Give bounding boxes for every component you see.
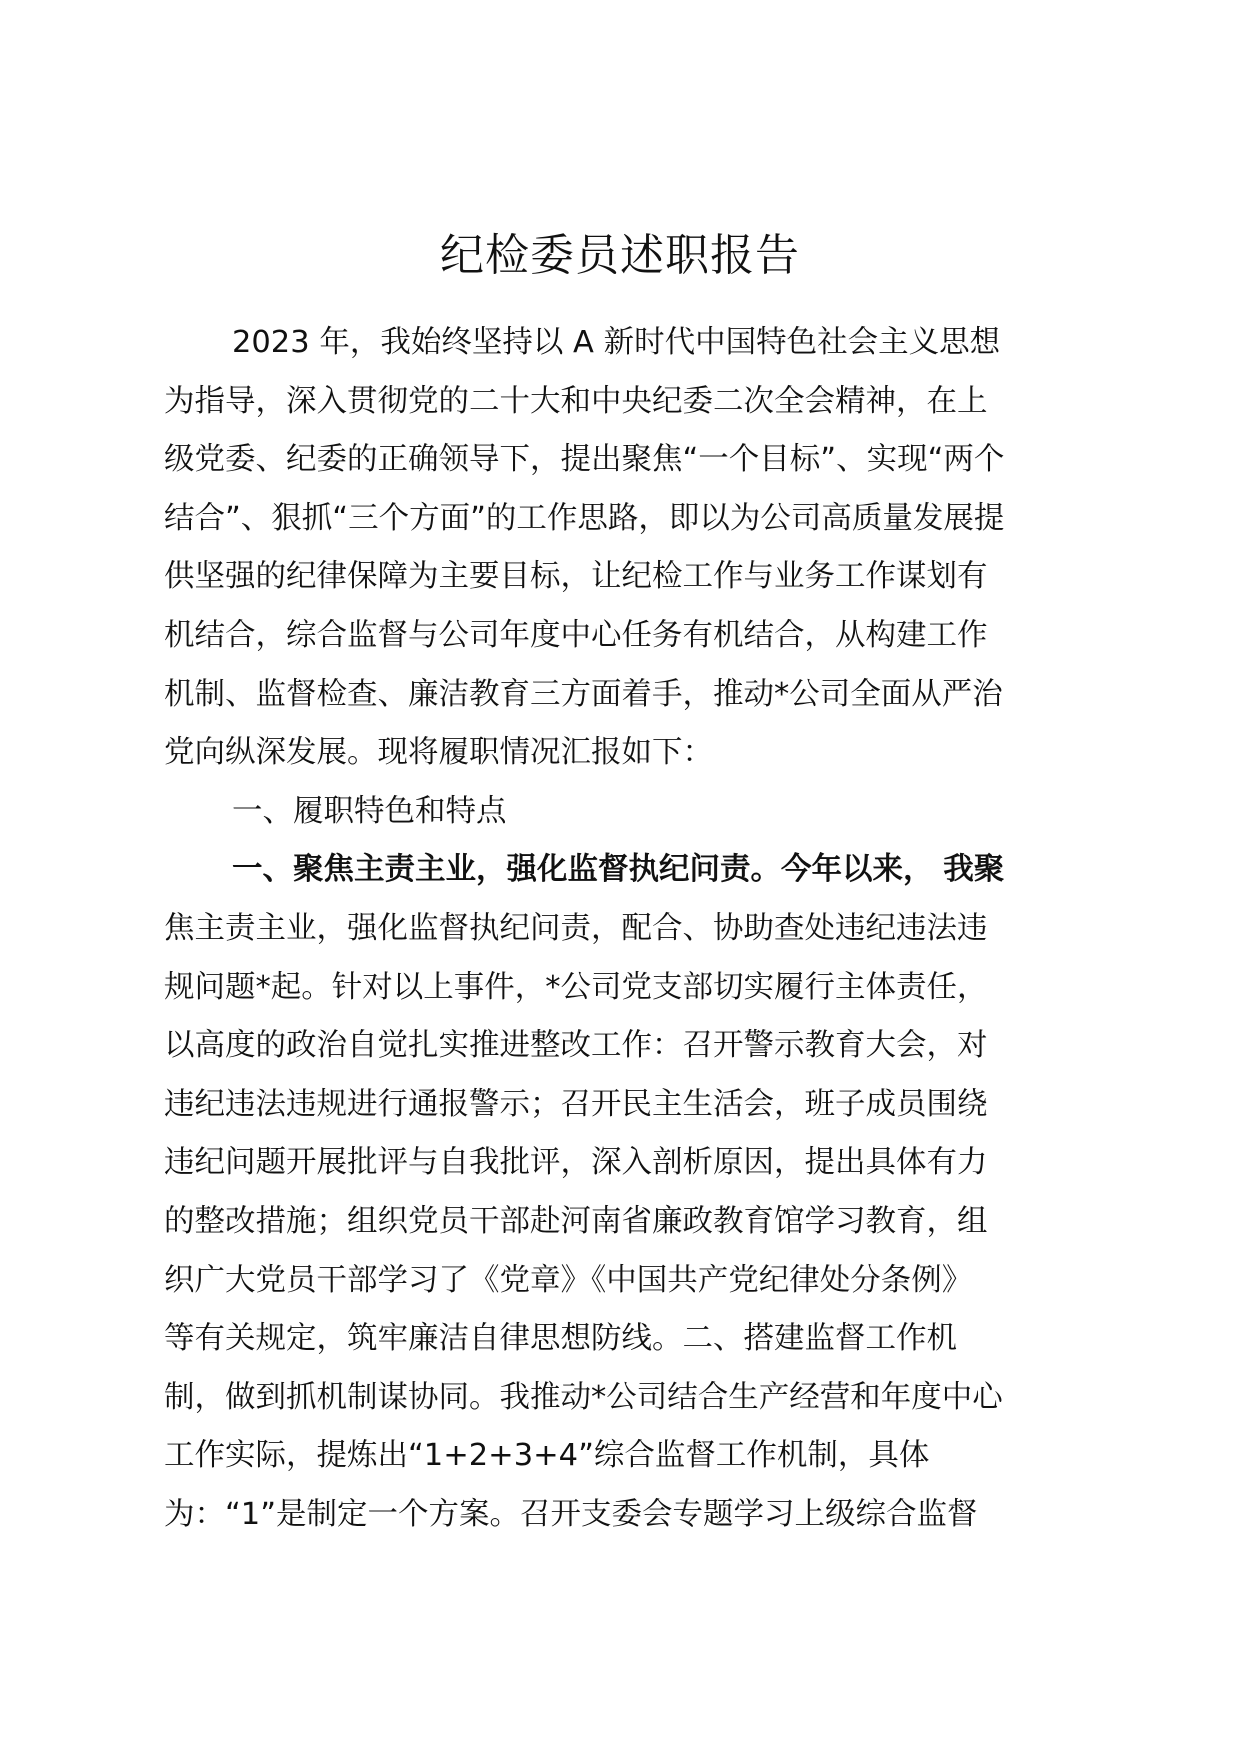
paragraph-line: 机结合，综合监督与公司年度中心任务有机结合，从构建工作 xyxy=(164,617,988,653)
paragraph-line: 工作实际，提炼出“1+2+3+4”综合监督工作机制，具体 xyxy=(164,1438,930,1474)
section-one-tail: 我聚 xyxy=(943,852,1005,888)
paragraph-line: 焦主责主业，强化监督执纪问责，配合、协助查处违纪违法违 xyxy=(164,910,988,946)
section-one-heading: 一、聚焦主责主业，强化监督执纪问责。 xyxy=(232,852,781,888)
paragraph-line: 的整改措施；组织党员干部赴河南省廉政教育馆学习教育，组 xyxy=(164,1203,988,1239)
paragraph-line: 级党委、纪委的正确领导下，提出聚焦“一个目标”、实现“两个 xyxy=(164,442,1005,478)
paragraph-line: 等有关规定，筑牢廉洁自律思想防线。二、搭建监督工作机 xyxy=(164,1321,957,1357)
document-body xyxy=(164,314,1094,1544)
paragraph-line: 结合”、狠抓“三个方面”的工作思路，即以为公司高质量发展提 xyxy=(164,500,1005,536)
paragraph-line: 以高度的政治自觉扎实推进整改工作：召开警示教育大会，对 xyxy=(164,1028,988,1064)
paragraph-line: 为指导，深入贯彻党的二十大和中央纪委二次全会精神，在上 xyxy=(164,383,988,419)
paragraph-line: 机制、监督检查、廉洁教育三方面着手，推动*公司全面从严治 xyxy=(164,676,1003,712)
paragraph-line: 为：“1”是制定一个方案。召开支委会专题学习上级综合监督 xyxy=(164,1496,978,1532)
section-one-first-line xyxy=(164,841,1094,900)
paragraph-line: 党向纵深发展。现将履职情况汇报如下： xyxy=(164,735,713,771)
document-title: 纪检委员述职报告 xyxy=(440,230,800,281)
section-heading: 一、履职特色和特点 xyxy=(232,793,507,829)
paragraph-line: 织广大党员干部学习了《党章》《中国共产党纪律处分条例》 xyxy=(164,1262,973,1298)
paragraph-line: 违纪问题开展批评与自我批评，深入剖析原因，提出具体有力 xyxy=(164,1145,988,1181)
paragraph-line: 供坚强的纪律保障为主要目标，让纪检工作与业务工作谋划有 xyxy=(164,559,988,595)
paragraph-line: 违纪违法违规进行通报警示；召开民主生活会，班子成员围绕 xyxy=(164,1086,988,1122)
paragraph-line: 2023 年，我始终坚持以 A 新时代中国特色社会主义思想 xyxy=(232,325,1001,360)
section-one-lead: 今年以来， xyxy=(781,852,934,888)
paragraph-line: 规问题*起。针对以上事件，*公司党支部切实履行主体责任， xyxy=(164,969,988,1005)
paragraph-line: 制，做到抓机制谋协同。我推动*公司结合生产经营和年度中心 xyxy=(164,1379,1003,1415)
